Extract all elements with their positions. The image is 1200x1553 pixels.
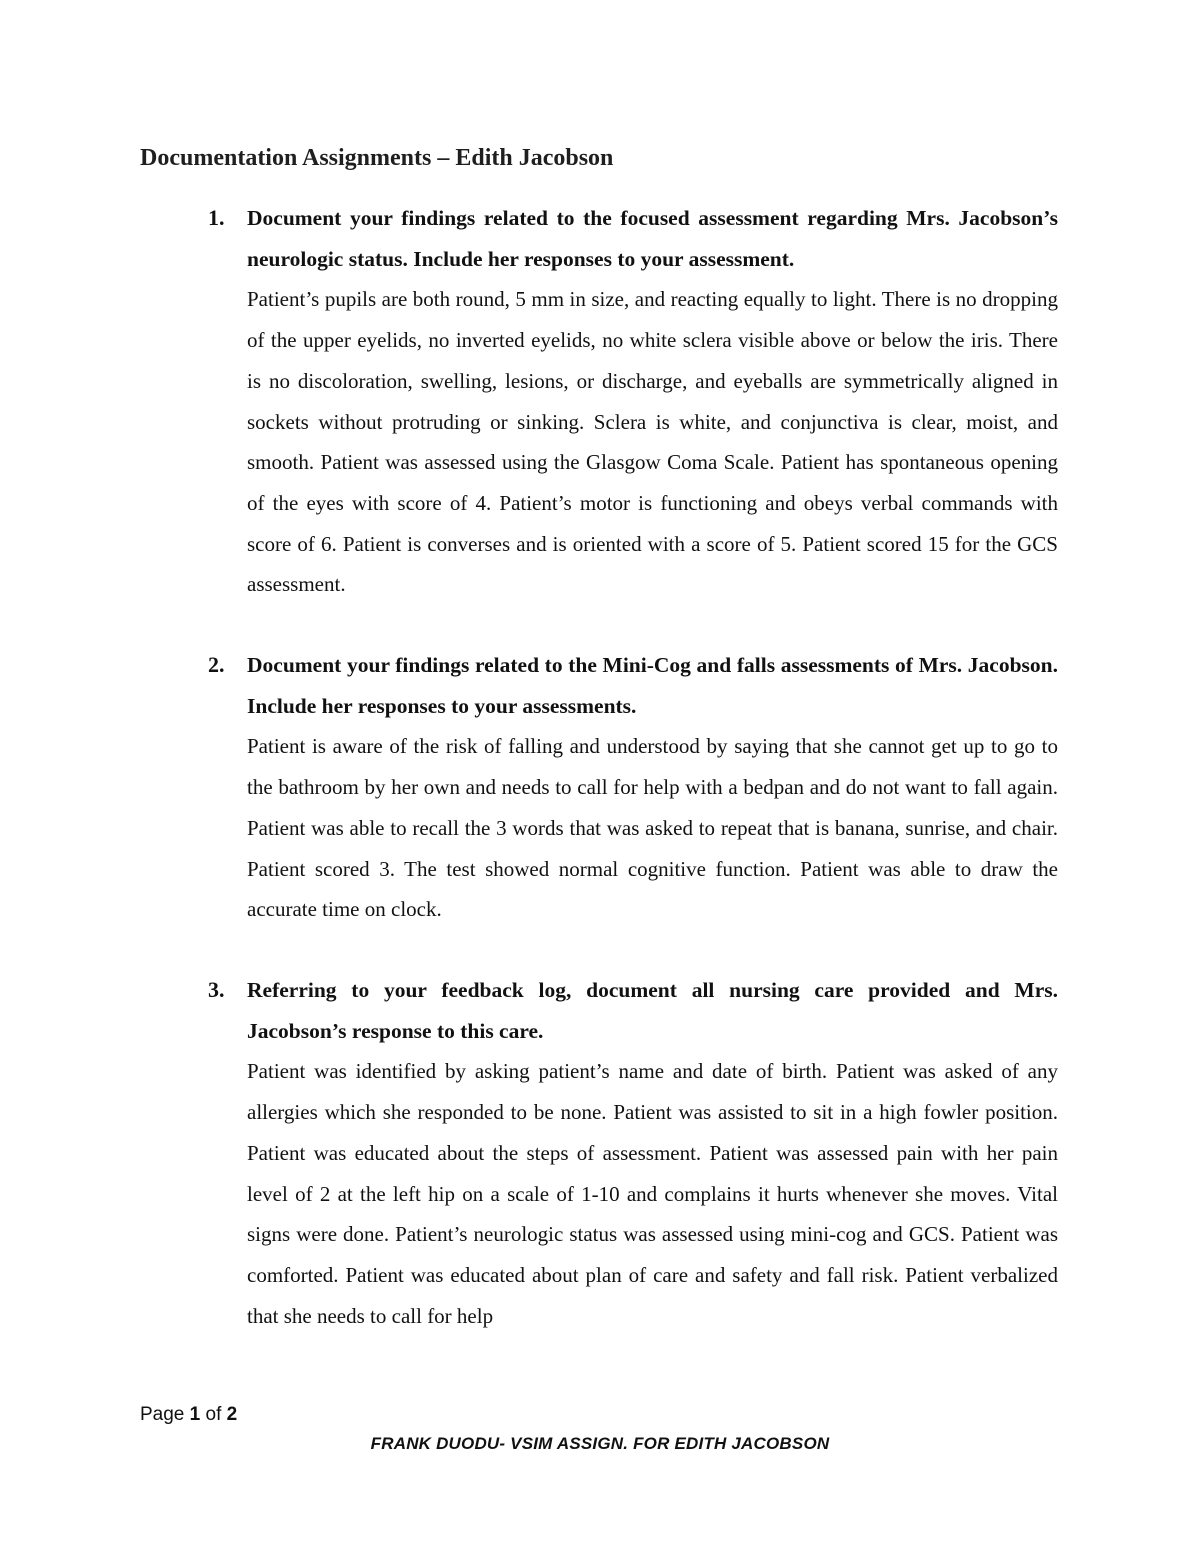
page-current: 1 <box>189 1404 201 1425</box>
item-body <box>247 970 1058 1336</box>
list-item <box>208 645 1058 930</box>
item-number: 3. <box>208 977 225 1002</box>
item-body <box>247 198 1058 605</box>
item-number: 2. <box>208 652 225 677</box>
item-answer: Patient is aware of the risk of falling and understood by saying that she cannot get up to go to the bathroom by her own and needs to call for help with a bedpan and do not want to fall again. Patient was able to recall the 3 words that was asked to repeat that is banana, sunrise, and chair. Patient scored 3. The test showed normal cognitive function. Patient was able to draw the accurate time on clock. <box>247 734 1058 922</box>
item-question: Document your findings related to the Mini-Cog and falls assessments of Mrs. Jacobson. Include her responses to your assessments. <box>247 653 1058 718</box>
page-total: 2 <box>226 1404 238 1425</box>
item-question: Document your findings related to the focused assessment regarding Mrs. Jacobson’s neurologic status. Include her responses to your assessment. <box>247 206 1058 271</box>
item-answer: Patient’s pupils are both round, 5 mm in size, and reacting equally to light. There is no dropping of the upper eyelids, no inverted eyelids, no white sclera visible above or below the iris. There is no discoloration, swelling, lesions, or discharge, and eyeballs are symmetrically aligned in sockets without protruding or sinking. Sclera is white, and conjunctiva is clear, moist, and smooth. Patient was assessed using the Glasgow Coma Scale. Patient has spontaneous opening of the eyes with score of 4. Patient’s motor is functioning and obeys verbal commands with score of 6. Patient is converses and is oriented with a score of 5. Patient scored 15 for the GCS assessment. <box>247 287 1058 597</box>
item-question: Referring to your feedback log, document all nursing care provided and Mrs. Jacobson’s response to this care. <box>247 978 1058 1043</box>
list-item <box>208 198 1058 605</box>
page-number <box>140 1404 237 1426</box>
item-answer: Patient was identified by asking patient’s name and date of birth. Patient was asked of any allergies which she responded to be none. Patient was assisted to sit in a high fowler position. Patient was educated about the steps of assessment. Patient was assessed pain with her pain level of 2 at the left hip on a scale of 1-10 and complains it hurts whenever she moves. Vital signs were done. Patient’s neurologic status was assessed using mini-cog and GCS. Patient was comforted. Patient was educated about plan of care and safety and fall risk. Patient verbalized that she needs to call for help <box>247 1059 1058 1328</box>
list-item <box>208 970 1058 1336</box>
page-of: of <box>205 1404 222 1425</box>
footer-text: FRANK DUODU- VSIM ASSIGN. FOR EDITH JACOBSON <box>370 1434 830 1453</box>
item-number: 1. <box>208 205 225 230</box>
document-title: Documentation Assignments – Edith Jacobson <box>140 145 614 171</box>
page-word: Page <box>140 1404 185 1425</box>
item-body <box>247 645 1058 930</box>
